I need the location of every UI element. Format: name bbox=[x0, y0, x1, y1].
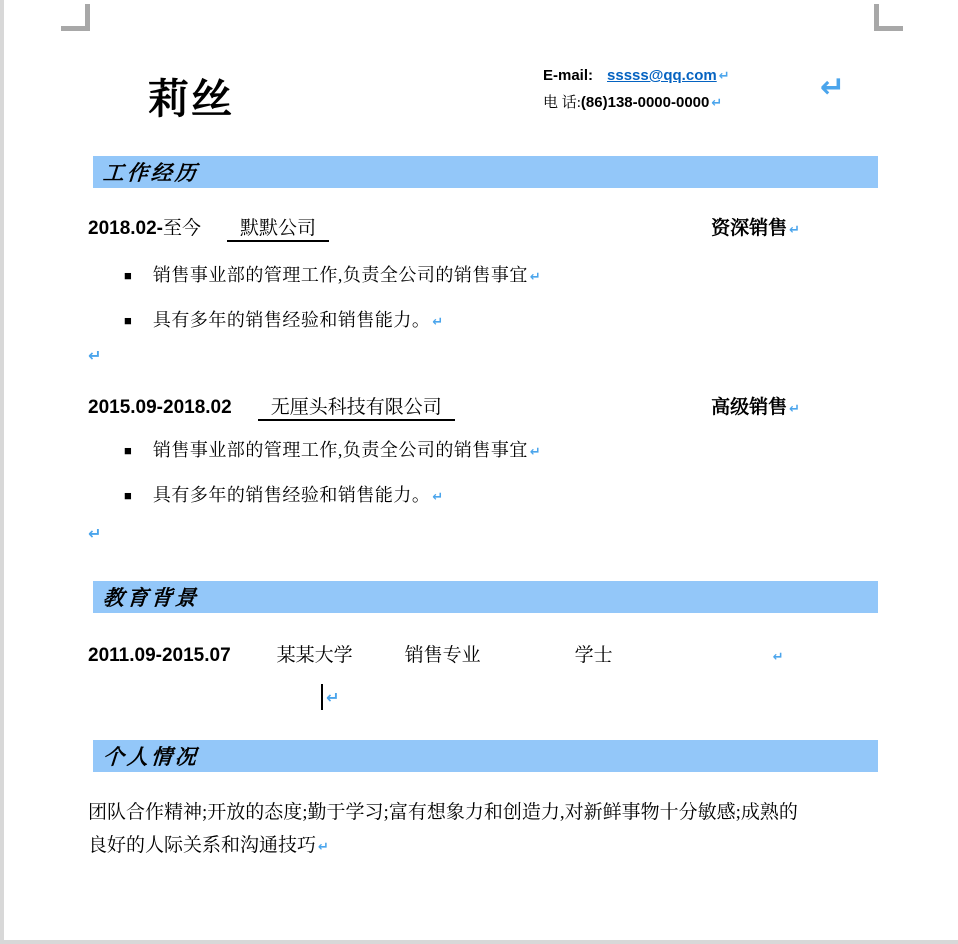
work-entry-date-suffix: 至今 bbox=[163, 218, 202, 239]
paragraph-mark-icon: ↵ bbox=[88, 346, 102, 365]
education-major: 销售专业 bbox=[404, 645, 481, 666]
work-entry-role-group bbox=[711, 392, 800, 419]
paragraph-mark-icon: ↵ bbox=[789, 402, 800, 417]
work-entry-company: 默默公司 bbox=[227, 213, 329, 242]
paragraph-mark-icon: ↵ bbox=[820, 70, 846, 105]
bullet-square-icon: ■ bbox=[124, 443, 132, 458]
paragraph-mark-icon: ↵ bbox=[772, 650, 784, 665]
work-entry-date: 2015.09-2018.02 bbox=[88, 397, 232, 418]
paragraph-mark-icon: ↵ bbox=[432, 315, 444, 330]
section-title-personal: 个人情况 bbox=[102, 745, 200, 769]
work-bullet bbox=[124, 306, 444, 332]
work-entry bbox=[88, 213, 800, 242]
bullet-square-icon: ■ bbox=[124, 313, 132, 328]
paragraph-mark-icon: ↵ bbox=[711, 96, 723, 111]
section-header-work bbox=[93, 156, 878, 188]
phone-value: (86)138-0000-0000 bbox=[580, 94, 710, 111]
page-margin-marker-top-left bbox=[61, 4, 90, 31]
paragraph-mark-icon: ↵ bbox=[529, 270, 542, 285]
phone-label: 电 话: bbox=[543, 95, 581, 111]
paragraph-mark-icon: ↵ bbox=[789, 223, 800, 238]
personal-summary-line2: 良好的人际关系和沟通技巧 bbox=[88, 835, 317, 856]
education-degree: 学士 bbox=[574, 645, 613, 666]
work-entry-role: 资深销售 bbox=[711, 218, 788, 239]
window-bottom-edge bbox=[0, 940, 958, 944]
paragraph-mark-icon: ↵ bbox=[318, 840, 329, 855]
education-period: 2011.09-2015.07 bbox=[88, 645, 231, 666]
paragraph-mark-icon: ↵ bbox=[432, 490, 444, 505]
work-bullet bbox=[124, 481, 444, 507]
phone-row bbox=[543, 90, 730, 117]
section-header-personal bbox=[93, 740, 878, 772]
work-entry-role-group bbox=[711, 213, 800, 240]
education-entry bbox=[88, 640, 784, 667]
work-bullet bbox=[124, 261, 541, 287]
education-school: 某某大学 bbox=[276, 645, 353, 666]
bullet-text: 销售事业部的管理工作,负责全公司的销售事宜 bbox=[152, 265, 528, 285]
paragraph-mark-icon: ↵ bbox=[88, 524, 102, 543]
personal-summary-line1: 团队合作精神;开放的态度;勤于学习;富有想象力和创造力,对新鲜事物十分敏感;成熟的 bbox=[88, 802, 798, 823]
work-entry-role: 高级销售 bbox=[711, 397, 788, 418]
email-link[interactable]: sssss@qq.com bbox=[607, 67, 717, 84]
work-entry-left bbox=[88, 213, 329, 242]
email-row bbox=[543, 63, 730, 90]
bullet-square-icon: ■ bbox=[124, 488, 132, 503]
paragraph-mark-icon: ↵ bbox=[718, 69, 730, 84]
personal-summary bbox=[88, 796, 888, 864]
paragraph-mark-icon: ↵ bbox=[529, 445, 542, 460]
email-label: E-mail: bbox=[543, 67, 594, 84]
bullet-text: 具有多年的销售经验和销售能力。 bbox=[152, 310, 431, 330]
section-title-education: 教育背景 bbox=[102, 586, 200, 610]
section-title-work: 工作经历 bbox=[102, 161, 200, 185]
resume-name: 莉丝 bbox=[148, 76, 234, 122]
section-header-education bbox=[93, 581, 878, 613]
work-bullet bbox=[124, 436, 541, 462]
bullet-text: 具有多年的销售经验和销售能力。 bbox=[152, 485, 431, 505]
bullet-text: 销售事业部的管理工作,负责全公司的销售事宜 bbox=[152, 440, 528, 460]
window-left-edge bbox=[0, 0, 4, 944]
work-entry-company: 无厘头科技有限公司 bbox=[258, 392, 455, 421]
work-entry-left bbox=[88, 392, 455, 421]
bullet-square-icon: ■ bbox=[124, 268, 132, 283]
page-margin-marker-top-right bbox=[874, 4, 903, 31]
work-entry-date: 2018.02- bbox=[88, 218, 164, 239]
work-entry bbox=[88, 392, 800, 421]
contact-block bbox=[543, 63, 730, 117]
paragraph-mark-icon: ↵ bbox=[326, 688, 340, 707]
text-cursor bbox=[321, 684, 323, 710]
